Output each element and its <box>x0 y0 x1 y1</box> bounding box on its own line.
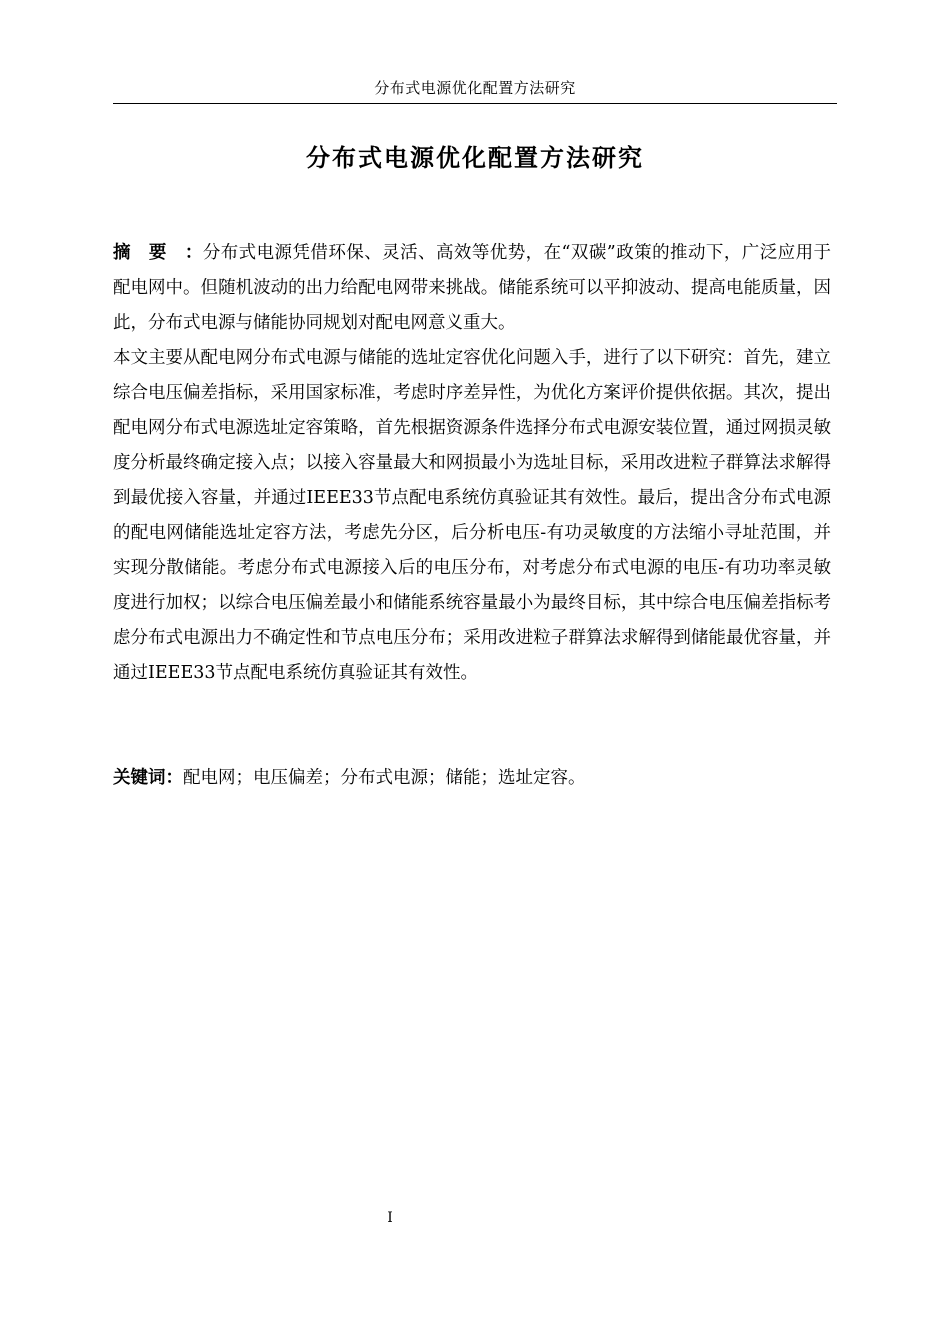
keywords-paragraph <box>113 761 831 796</box>
abstract-label-colon: ： <box>184 243 203 263</box>
keywords-text: 配电网；电压偏差；分布式电源；储能；选址定容。 <box>183 768 586 788</box>
abstract-label: 摘要 <box>113 243 185 263</box>
abstract-text: 分布式电源凭借环保、灵活、高效等优势，在“双碳”政策的推动下，广泛应用于配电网中。但随机波动的出力给配电网带来挑战。储能系统可以平抑波动、提高电能质量，因此，分布式电源与储能协同规划对配电网意义重大。 <box>113 243 832 333</box>
page-number: I <box>387 1210 393 1226</box>
header-rule <box>113 103 837 104</box>
keywords-label: 关键词 <box>113 768 166 788</box>
keywords-label-colon: ： <box>165 768 183 788</box>
running-header: 分布式电源优化配置方法研究 <box>374 79 576 97</box>
document-title: 分布式电源优化配置方法研究 <box>306 144 644 172</box>
abstract-paragraph <box>113 236 831 341</box>
body-paragraph: 本文主要从配电网分布式电源与储能的选址定容优化问题入手，进行了以下研究：首先，建立综合电压偏差指标，采用国家标准，考虑时序差异性，为优化方案评价提供依据。其次，提出配电网分布式电源选址定容策略，首先根据资源条件选择分布式电源安装位置，通过网损灵敏度分析最终确定接入点；以接入容量最大和网损最小为选址目标，采用改进粒子群算法求解得到最优接入容量，并通过IEEE33节点配电系统仿真验证其有效性。最后，提出含分布式电源的配电网储能选址定容方法，考虑先分区，后分析电压-有功灵敏度的方法缩小寻址范围，并实现分散储能。考虑分布式电源接入后的电压分布，对考虑分布式电源的电压-有功功率灵敏度进行加权；以综合电压偏差最小和储能系统容量最小为最终目标，其中综合电压偏差指标考虑分布式电源出力不确定性和节点电压分布；采用改进粒子群算法求解得到储能最优容量，并通过IEEE33节点配电系统仿真验证其有效性。 <box>113 348 831 683</box>
